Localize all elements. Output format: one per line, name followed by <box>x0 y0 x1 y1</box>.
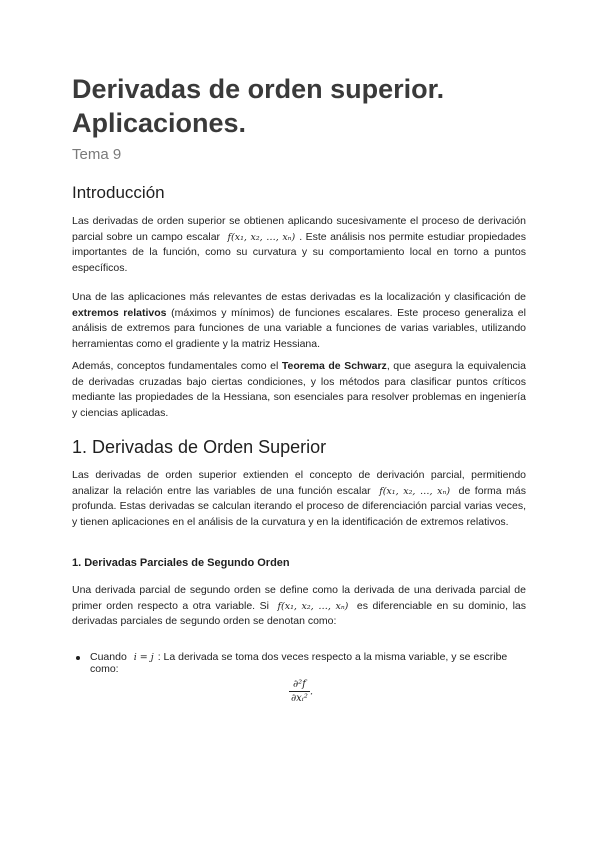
formula-denominator: ∂xᵢ² <box>291 693 308 704</box>
bullet-dot-icon <box>76 656 80 660</box>
section1-p1-text-b: de forma más profunda. Estas derivadas se calculan iterando el proceso de diferenciación parcial varias veces, y tienen aplicaciones en el análisis de la curvatura y en la identificación de extremos relativos. <box>72 484 526 528</box>
section1-heading: 1. Derivadas de Orden Superior <box>72 437 327 457</box>
section1-p2-math: f(x₁, x₂, …, xₙ) <box>277 600 349 612</box>
section1-p1-math: f(x₁, x₂, …, xₙ) <box>379 485 451 497</box>
bullet-list <box>72 651 526 675</box>
intro-p2-text-a: Una de las aplicaciones más relevantes de estas derivadas es la localización y clasificación de <box>72 291 526 303</box>
intro-p1-text-b: . Este análisis nos permite estudiar propiedades importantes de la función, como su curvatura y su comportamiento local en torno a puntos específicos. <box>72 230 526 274</box>
intro-paragraph-1 <box>72 214 526 276</box>
intro-p2-text-b: (máximos y mínimos) de funciones escalares. Este proceso generaliza el análisis de extremos para funciones de una variable a funciones de varias variables, utilizando herramientas como el gradiente y la matriz Hessiana. <box>72 306 526 350</box>
second-derivative-formula <box>289 678 313 706</box>
document-title: Derivadas de orden superior. Aplicaciones. <box>72 74 445 138</box>
section1-p1-text-a: Las derivadas de orden superior extienden el concepto de derivación parcial, permitiendo analizar la relación entre las variables de una función escalar <box>72 469 526 497</box>
section1-paragraph-1 <box>72 468 526 530</box>
formula-fraction <box>289 678 310 706</box>
section1-p2-text-a: Una derivada parcial de segundo orden se define como la derivada de una derivada parcial de primer orden respecto a otra variable. Si <box>72 584 526 612</box>
bullet-math: i = j <box>133 652 154 663</box>
bullet-text-b: : La derivada se toma dos veces respecto a la misma variable, y se escribe como: <box>90 651 508 675</box>
intro-p3-text-a: Además, conceptos fundamentales como el <box>72 360 279 372</box>
intro-p1-text-a: Las derivadas de orden superior se obtienen aplicando sucesivamente el proceso de derivación parcial sobre un campo escalar <box>72 215 526 243</box>
intro-heading: Introducción <box>72 183 165 202</box>
section1-p2-text-b: es diferenciable en su dominio, las derivadas parciales de segundo orden se denotan como: <box>72 599 527 627</box>
intro-p3-text-b: , que asegura la equivalencia de derivadas cruzadas bajo ciertas condiciones, y los métodos para clasificar puntos críticos mediante las propiedades de la Hessiana, son esenciales para resolver problemas en ingeniería y ciencias aplicadas. <box>72 360 526 419</box>
intro-p3-bold: Teorema de Schwarz <box>281 360 387 372</box>
formula-period: . <box>309 686 314 698</box>
intro-paragraph-2 <box>72 290 526 352</box>
intro-p1-math: f(x₁, x₂, …, xₙ) <box>227 231 296 243</box>
section1-paragraph-2 <box>72 583 526 630</box>
formula-numerator: ∂²f <box>289 678 310 692</box>
intro-p2-bold: extremos relativos <box>72 306 167 319</box>
document-subtitle: Tema 9 <box>72 146 122 163</box>
subsection-heading: 1. Derivadas Parciales de Segundo Orden <box>72 557 290 569</box>
list-item <box>72 651 526 675</box>
intro-paragraph-3 <box>72 359 526 421</box>
bullet-text-a: Cuando <box>90 651 127 663</box>
